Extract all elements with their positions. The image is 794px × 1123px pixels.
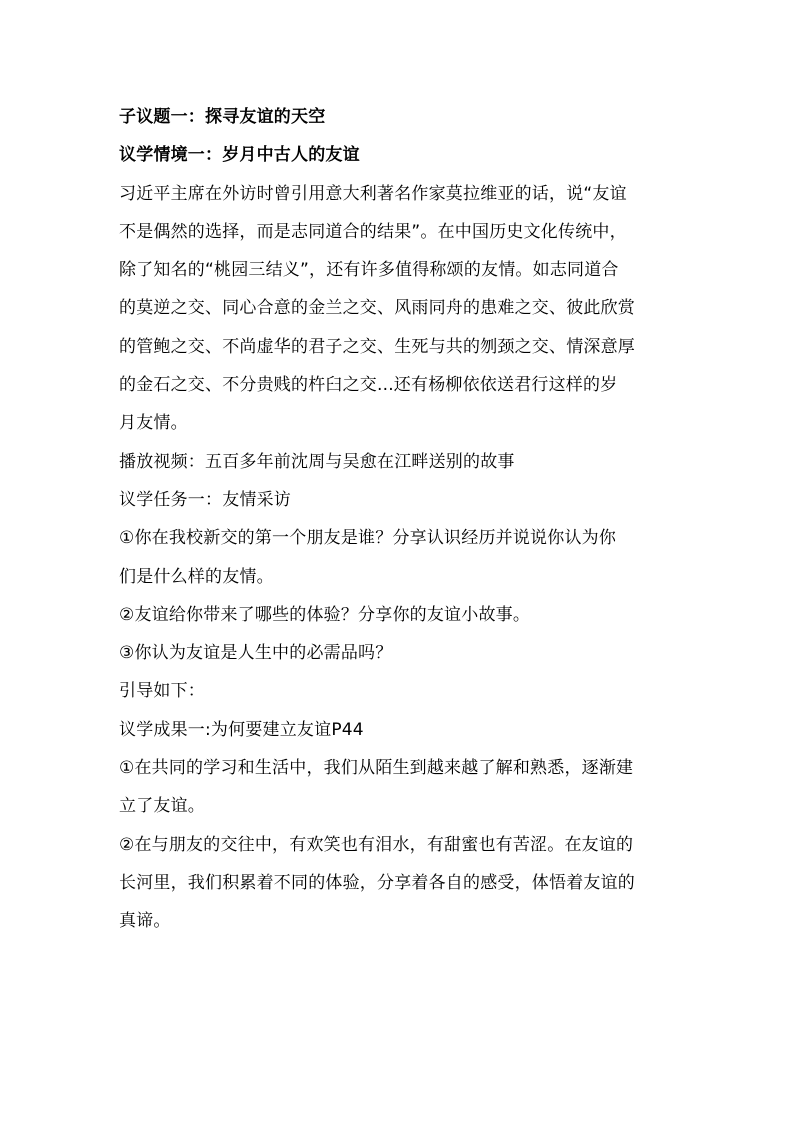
outcome-point-2-end: 真谛。 bbox=[119, 911, 171, 932]
outcome-heading: 议学成果一:为何要建立友谊P44 bbox=[119, 719, 364, 740]
subtopic-heading: 子议题一：探寻友谊的天空 bbox=[119, 107, 326, 127]
task-question-1-continued: 们是什么样的友情。 bbox=[119, 566, 274, 587]
outcome-point-2-continued: 长河里，我们积累着不同的体验，分享着各自的感受，体悟着友谊的 bbox=[119, 872, 635, 893]
paragraph-line: 除了知名的“桃园三结义”，还有许多值得称颂的友情。如志同道合 bbox=[119, 260, 619, 281]
task-question-2: ②友谊给你带来了哪些的体验？分享你的友谊小故事。 bbox=[119, 604, 531, 625]
task-question-1: ①你在我校新交的第一个朋友是谁？分享认识经历并说说你认为你 bbox=[119, 528, 617, 549]
paragraph-line: 的莫逆之交、同心合意的金兰之交、风雨同舟的患难之交、彼此欣赏 bbox=[119, 298, 635, 319]
outcome-point-1: ①在共同的学习和生活中，我们从陌生到越来越了解和熟悉，逐渐建 bbox=[119, 758, 634, 779]
guidance-label: 引导如下： bbox=[119, 681, 205, 702]
outcome-point-1-continued: 立了友谊。 bbox=[119, 796, 205, 817]
paragraph-line: 的金石之交、不分贵贱的杵臼之交...还有杨柳依依送君行这样的岁 bbox=[119, 375, 618, 396]
document-body bbox=[119, 98, 679, 941]
task-heading: 议学任务一：友情采访 bbox=[119, 489, 291, 510]
paragraph-line: 习近平主席在外访时曾引用意大利著名作家莫拉维亚的话，说“友谊 bbox=[119, 183, 627, 204]
outcome-point-2: ②在与朋友的交往中，有欢笑也有泪水，有甜蜜也有苦涩。在友谊的 bbox=[119, 834, 634, 855]
video-line: 播放视频：五百多年前沈周与吴愈在江畔送别的故事 bbox=[119, 451, 515, 472]
paragraph-line: 不是偶然的选择，而是志同道合的结果”。在中国历史文化传统中， bbox=[119, 221, 627, 242]
paragraph-line: 月友情。 bbox=[119, 413, 188, 434]
scenario-heading: 议学情境一：岁月中古人的友谊 bbox=[119, 145, 360, 166]
paragraph-line: 的管鲍之交、不尚虚华的君子之交、生死与共的刎颈之交、情深意厚 bbox=[119, 336, 635, 357]
task-question-3: ③你认为友谊是人生中的必需品吗？ bbox=[119, 643, 393, 664]
